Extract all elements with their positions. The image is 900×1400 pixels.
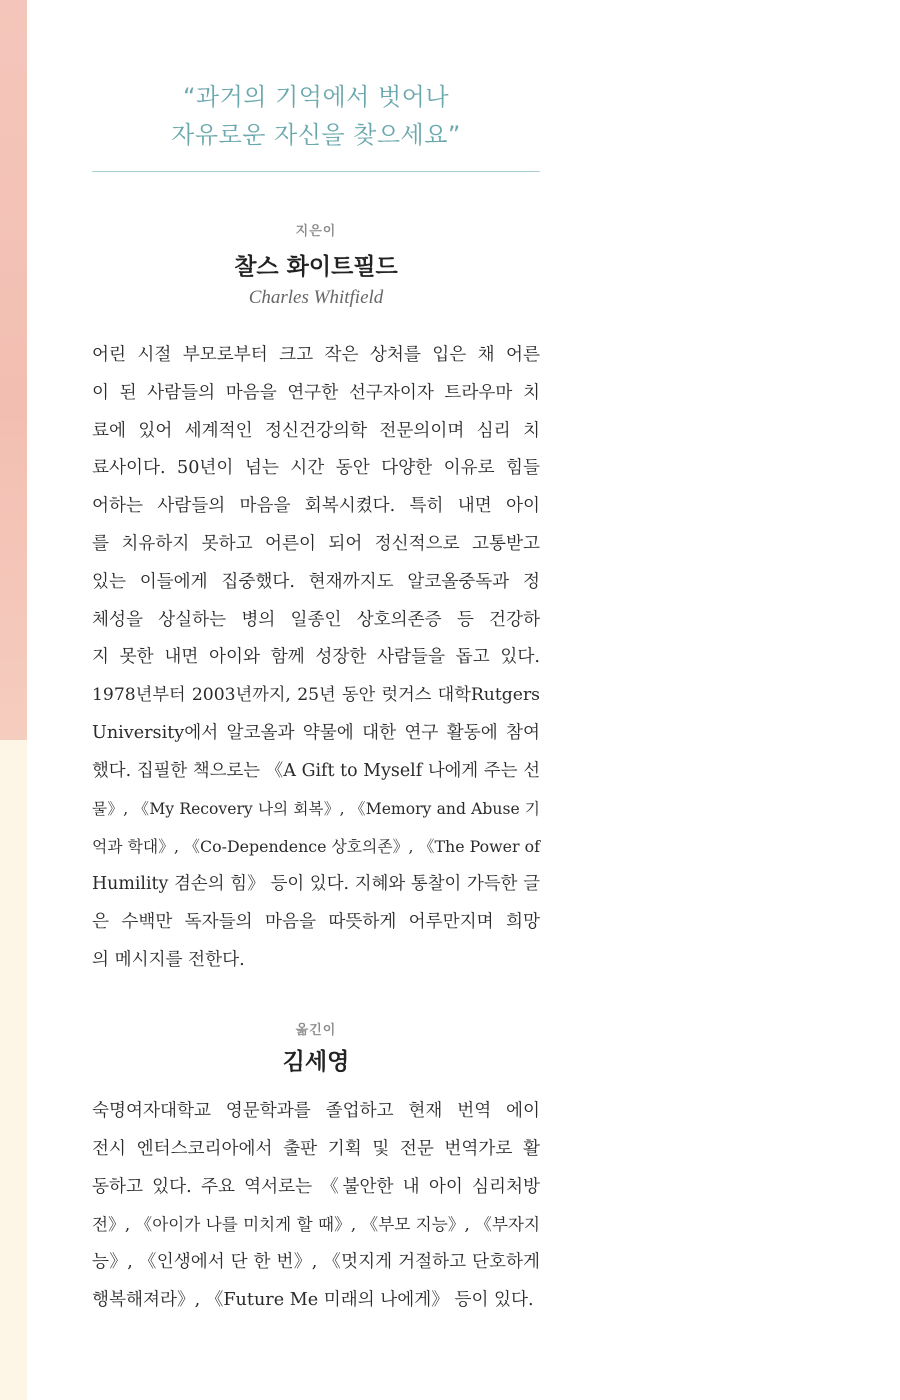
- bio-line: 료에 있어 세계적인 정신건강의학 전문의이며 심리 치: [92, 420, 540, 441]
- bio-line: 1978년부터 2003년까지, 25년 동안 럿거스 대학Rutgers: [92, 685, 540, 706]
- bio-line: 동하고 있다. 주요 역서로는 《불안한 내 아이 심리처방: [92, 1176, 540, 1197]
- bio-line: 료사이다. 50년이 넘는 시간 동안 다양한 이유로 힘들: [92, 458, 540, 479]
- author-role-label: 지은이: [295, 224, 337, 239]
- translator-name: 김세영: [282, 1049, 350, 1075]
- bio-line: 억과 학대》, 《Co-Dependence 상호의존》, 《The Power of: [92, 837, 540, 857]
- bio-line: 이 된 사람들의 마음을 연구한 선구자이자 트라우마 치: [92, 382, 540, 403]
- pull-quote-line-2: 자유로운 자신을 찾으세요”: [171, 121, 461, 149]
- divider: [92, 171, 540, 172]
- bio-line: 행복해져라》, 《Future Me 미래의 나에게》 등이 있다.: [92, 1289, 534, 1310]
- bio-line: 은 수백만 독자들의 마음을 따뜻하게 어루만지며 희망: [92, 911, 540, 932]
- page-edge-cream: [0, 740, 27, 1400]
- bio-line: 체성을 상실하는 병의 일종인 상호의존증 등 건강하: [92, 609, 540, 630]
- bio-line: 의 메시지를 전한다.: [92, 949, 245, 970]
- bio-line: 어하는 사람들의 마음을 회복시켰다. 특히 내면 아이: [92, 496, 540, 517]
- bio-line: 지 못한 내면 아이와 함께 성장한 사람들을 돕고 있다.: [92, 647, 540, 668]
- bio-line: 했다. 집필한 책으로는 《A Gift to Myself 나에게 주는 선: [92, 760, 540, 781]
- bio-line: 를 치유하지 못하고 어른이 되어 정신적으로 고통받고: [92, 533, 540, 554]
- author-name: 찰스 화이트필드: [234, 254, 398, 280]
- bio-line: 숙명여자대학교 영문학과를 졸업하고 현재 번역 에이: [92, 1101, 540, 1121]
- author-bio: [92, 337, 540, 980]
- author-name-english: Charles Whitfield: [248, 287, 384, 308]
- bio-line: 어린 시절 부모로부터 크고 작은 상처를 입은 채 어른: [92, 345, 540, 365]
- bio-line: 능》, 《인생에서 단 한 번》, 《멋지게 거절하고 단호하게: [92, 1252, 540, 1273]
- bio-line: 전시 엔터스코리아에서 출판 기획 및 전문 번역가로 활: [92, 1138, 540, 1159]
- pull-quote: [92, 78, 540, 154]
- pull-quote-line-1: “과거의 기억에서 벗어나: [182, 83, 450, 111]
- bio-line: 물》, 《My Recovery 나의 회복》, 《Memory and Abuse 기: [92, 799, 540, 818]
- page-edge-pink: [0, 0, 27, 740]
- bio-line: Humility 겸손의 힘》 등이 있다. 지혜와 통찰이 가득한 글: [92, 874, 540, 895]
- translator-role-label: 옮긴이: [295, 1023, 337, 1038]
- bio-line: University에서 알코올과 약물에 대한 연구 활동에 참여: [92, 722, 540, 743]
- bio-line: 전》, 《아이가 나를 미치게 할 때》, 《부모 지능》, 《부자지: [92, 1215, 540, 1235]
- translator-bio: [92, 1093, 540, 1320]
- bio-line: 있는 이들에게 집중했다. 현재까지도 알코올중독과 정: [92, 571, 540, 592]
